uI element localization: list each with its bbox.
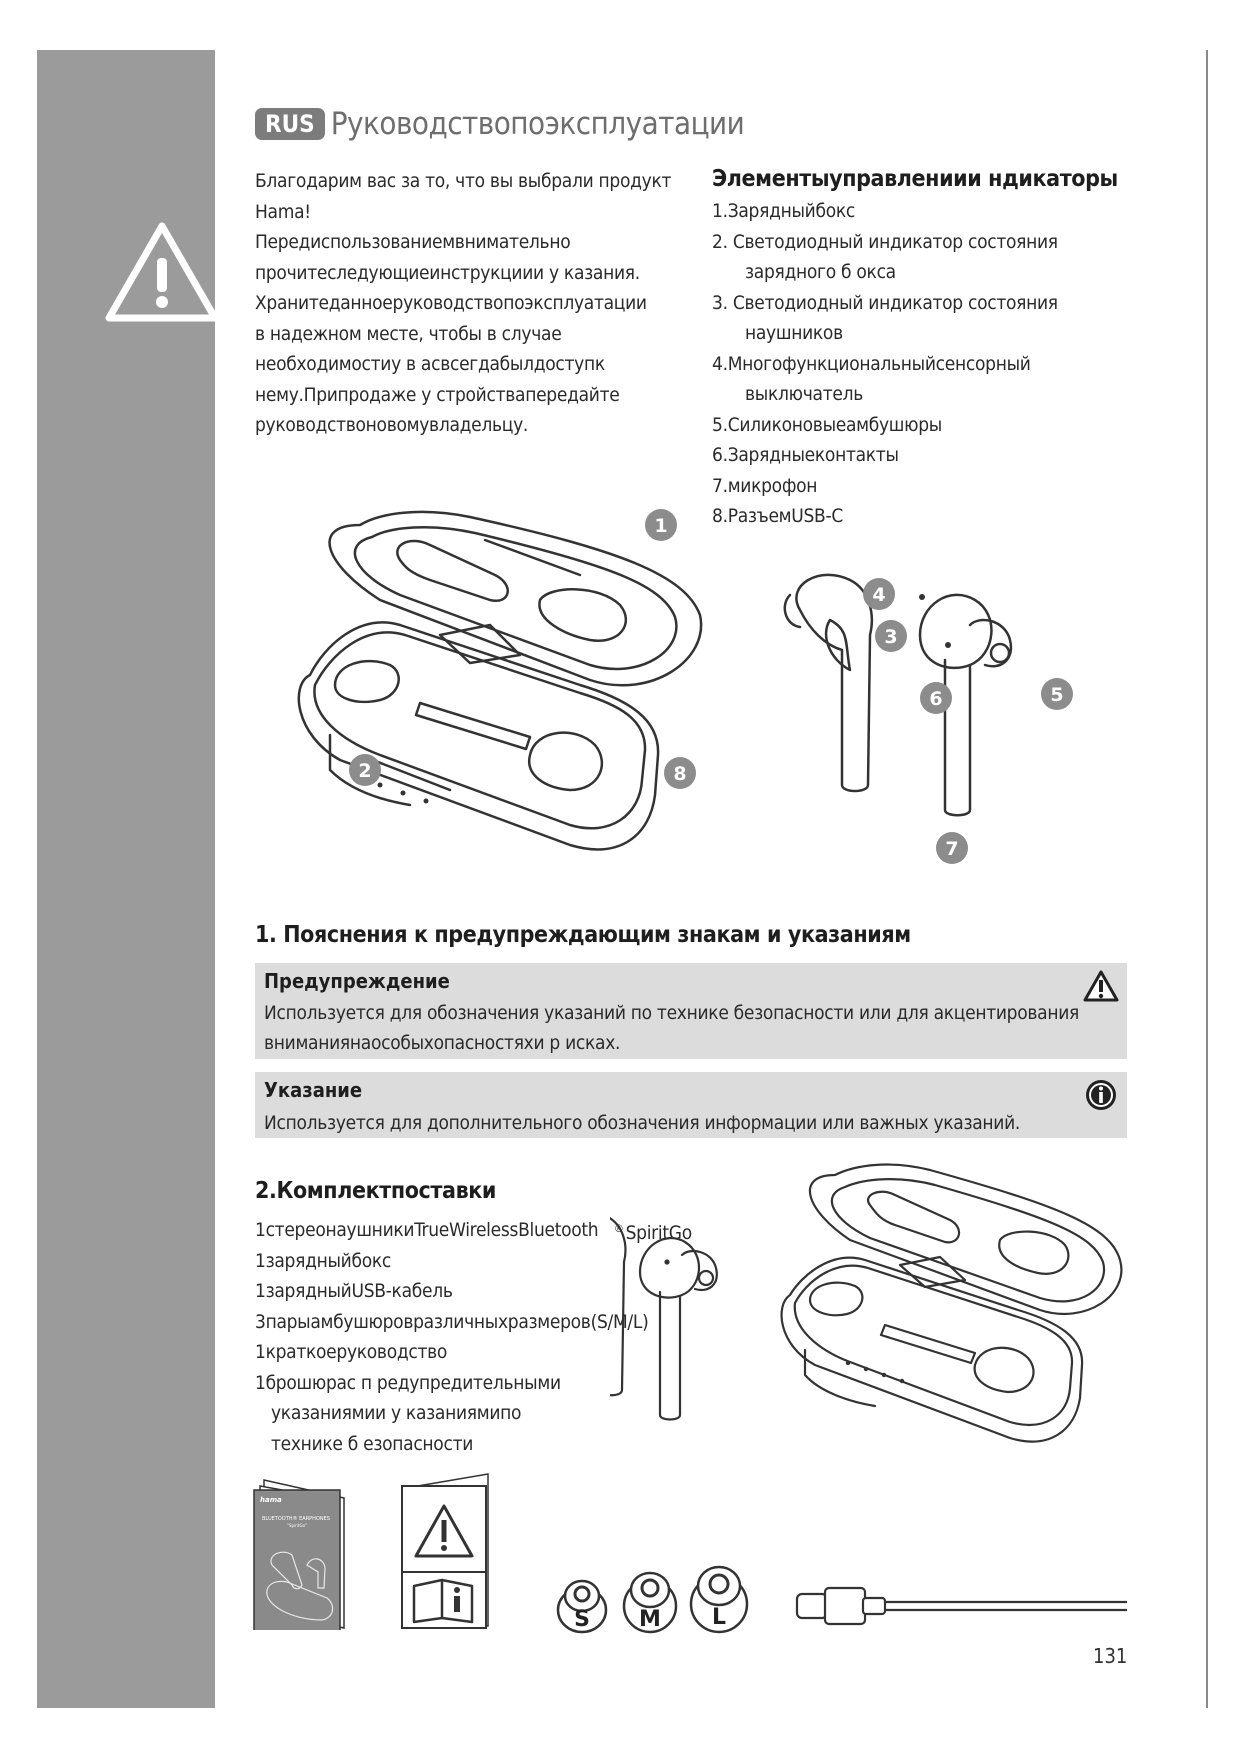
controls-item: зарядного б окса bbox=[745, 261, 896, 283]
callout-1-icon bbox=[645, 509, 677, 541]
warning-icon bbox=[1083, 969, 1119, 1003]
contents-item: 1зарядныйUSB-кабель bbox=[255, 1280, 453, 1302]
info-icon bbox=[1083, 1078, 1119, 1112]
contents-item: 3парыамбушюровразличныхразмеров(S/M/L) bbox=[255, 1310, 649, 1333]
intro-line: Хранитеданноеруководствопоэксплуатации bbox=[255, 292, 647, 314]
intro-line: прочитеследующиеинструкциии у казания. bbox=[255, 261, 640, 284]
controls-item: 2. Светодиодный индикатор состояния bbox=[712, 230, 1058, 253]
contents-item: 1стереонаушникиTrueWirelessBluetooth bbox=[255, 1219, 599, 1241]
page-number: 131 bbox=[1093, 1644, 1128, 1668]
callout-8-icon bbox=[664, 757, 696, 789]
contents-item: технике б езопасности bbox=[271, 1432, 474, 1455]
registered-mark: ® bbox=[614, 1222, 624, 1235]
booklet-subtitle: "SpiritGo" bbox=[287, 1523, 307, 1528]
controls-item: 1.Зарядныйбокс bbox=[712, 200, 855, 222]
callout-2-icon bbox=[349, 754, 381, 786]
language-badge: RUS bbox=[255, 108, 325, 140]
controls-item: 7.микрофон bbox=[712, 474, 818, 497]
warning-box bbox=[255, 963, 1127, 1059]
sidebar-bar bbox=[37, 50, 215, 1708]
warning-line: вниманиянаособыхопасностяхи р исках. bbox=[264, 1032, 621, 1054]
intro-line: Hama! bbox=[255, 200, 311, 223]
note-line: Используется для дополнительного обозначения информации или важных указаний. bbox=[264, 1112, 1021, 1134]
tip-size-s: S bbox=[574, 1607, 590, 1632]
warning-triangle-icon bbox=[103, 218, 221, 326]
intro-line: Передиспользованиемвнимательно bbox=[255, 231, 571, 253]
contents-item: 1краткоеруководство bbox=[255, 1341, 448, 1363]
intro-text bbox=[255, 166, 675, 441]
contents-item: 1брошюрас п редупредительными bbox=[255, 1371, 561, 1394]
warning-text bbox=[264, 998, 1079, 1058]
callout-number: 1 bbox=[654, 515, 668, 537]
intro-line: необходимостиу в асвсегдабылдоступк bbox=[255, 353, 605, 375]
controls-item: 6.Зарядныеконтакты bbox=[712, 444, 899, 466]
controls-item: 8.РазъемUSB-C bbox=[712, 505, 843, 527]
note-text bbox=[264, 1108, 1020, 1138]
contents-item: 1зарядныйбокс bbox=[255, 1249, 391, 1272]
page-title: Руководствопоэксплуатации bbox=[330, 106, 745, 142]
charging-case-illustration bbox=[290, 505, 730, 875]
ear-tips-illustration bbox=[555, 1560, 755, 1636]
callout-number: 2 bbox=[358, 760, 372, 782]
safety-leaflet-illustration bbox=[400, 1468, 494, 1630]
warning-line: Используется для обозначения указаний по технике безопасности или для акцентирования bbox=[264, 1002, 1079, 1024]
intro-line: в надежном месте, чтобы в случае bbox=[255, 322, 562, 345]
controls-item: наушников bbox=[745, 322, 843, 344]
contents-item: указаниямии у казаниямипо bbox=[271, 1402, 522, 1424]
controls-item: 5.Силиконовыеамбушюры bbox=[712, 413, 942, 436]
booklet-title: BLUETOOTH® EARPHONES bbox=[262, 1516, 330, 1522]
controls-section bbox=[712, 166, 1192, 532]
callout-number: 6 bbox=[929, 688, 943, 710]
section-2-title: 2.Комплектпоставки bbox=[255, 1178, 497, 1204]
package-illustration bbox=[610, 1160, 1130, 1590]
controls-item: выключатель bbox=[745, 383, 863, 405]
tip-size-l: L bbox=[711, 1605, 727, 1630]
intro-line: нему.Припродаже у стройствапередайте bbox=[255, 383, 620, 406]
usb-cable-illustration bbox=[795, 1580, 1130, 1630]
controls-list bbox=[712, 196, 1192, 532]
callout-number: 8 bbox=[673, 763, 687, 785]
controls-title: Элементыуправлениии ндикаторы bbox=[712, 166, 1118, 192]
callout-5-icon bbox=[1041, 678, 1073, 710]
callout-6-icon bbox=[920, 682, 952, 714]
callout-number: 3 bbox=[884, 626, 898, 648]
right-margin-line bbox=[1206, 50, 1208, 1708]
page-header bbox=[255, 104, 744, 144]
note-title: Указание bbox=[264, 1078, 363, 1102]
tip-size-m: M bbox=[639, 1607, 661, 1632]
intro-line: Благодарим вас за то, что вы выбрали продукт bbox=[255, 170, 672, 192]
earbuds-illustration bbox=[770, 565, 1090, 875]
callout-number: 4 bbox=[872, 584, 886, 606]
controls-item: 3. Светодиодный индикатор состояния bbox=[712, 291, 1058, 314]
product-label: SpiritGo bbox=[625, 1222, 692, 1244]
callout-3-icon bbox=[875, 620, 907, 652]
warning-title: Предупреждение bbox=[264, 969, 450, 993]
note-box bbox=[255, 1072, 1127, 1138]
booklet-brand: hama bbox=[260, 1496, 282, 1504]
section-1-title: 1. Пояснения к предупреждающим знакам и указаниям bbox=[255, 922, 911, 948]
callout-number: 5 bbox=[1050, 684, 1064, 706]
controls-item: 4.Многофункциональныйсенсорный bbox=[712, 352, 1031, 375]
quick-guide-booklet-illustration bbox=[252, 1470, 352, 1630]
callout-number: 7 bbox=[945, 838, 959, 860]
callout-4-icon bbox=[863, 578, 895, 610]
intro-line: руководствоновомувладельцу. bbox=[255, 414, 529, 436]
callout-7-icon bbox=[936, 832, 968, 864]
